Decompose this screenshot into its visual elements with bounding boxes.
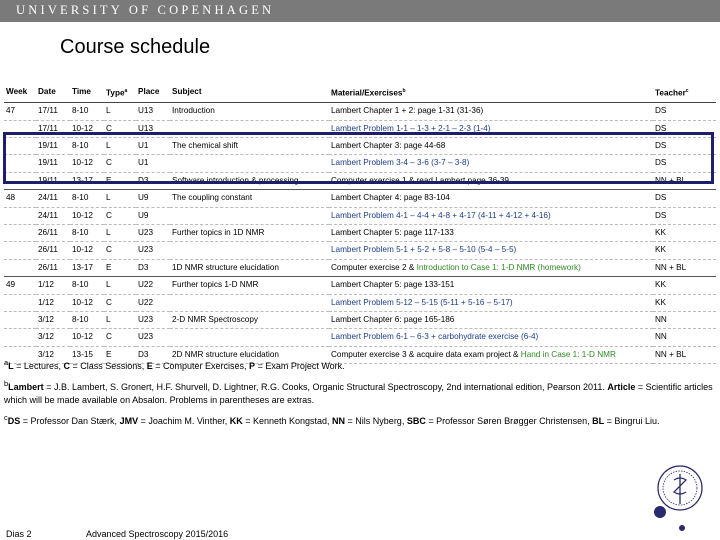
cell-subject: Software introduction & processing — [170, 172, 329, 189]
cell-week — [4, 329, 36, 346]
cell-week: 49 — [4, 277, 36, 294]
cell-time: 10-12 — [70, 329, 104, 346]
cell-time: 13-17 — [70, 259, 104, 276]
cell-subject — [170, 207, 329, 224]
cell-type: C — [104, 207, 136, 224]
cell-week — [4, 259, 36, 276]
cell-subject — [170, 294, 329, 311]
cell-teacher: DS — [653, 207, 716, 224]
cell-teacher: NN + BL — [653, 346, 716, 363]
university-banner — [0, 0, 720, 22]
col-time: Time — [70, 83, 104, 103]
cell-week: 47 — [4, 103, 36, 120]
cell-material: Lambert Problem 1-1 – 1-3 + 2-1 – 2-3 (1-4) — [329, 120, 653, 137]
cell-subject — [170, 329, 329, 346]
cell-type: L — [104, 312, 136, 329]
col-place: Place — [136, 83, 170, 103]
cell-time: 10-12 — [70, 120, 104, 137]
highlight-box — [3, 132, 714, 184]
cell-teacher: KK — [653, 242, 716, 259]
slide-number: Dias 2 — [6, 529, 32, 539]
cell-place: U23 — [136, 224, 170, 241]
cell-teacher: DS — [653, 103, 716, 120]
table-row — [4, 242, 716, 259]
cell-type: L — [104, 190, 136, 207]
cell-date: 17/11 — [36, 120, 70, 137]
cell-subject: Further topics in 1D NMR — [170, 224, 329, 241]
cell-type: C — [104, 329, 136, 346]
cell-type: E — [104, 172, 136, 189]
cell-date: 24/11 — [36, 190, 70, 207]
cell-teacher: NN — [653, 329, 716, 346]
table-row — [4, 312, 716, 329]
cell-place: U9 — [136, 207, 170, 224]
cell-material: Lambert Problem 4-1 – 4-4 + 4-8 + 4-17 (4-11 + 4-12 + 4-16) — [329, 207, 653, 224]
cell-week — [4, 207, 36, 224]
cell-subject: The chemical shift — [170, 137, 329, 154]
cell-teacher: DS — [653, 120, 716, 137]
cell-material: Lambert Chapter 4: page 83-104 — [329, 190, 653, 207]
university-seal-icon — [654, 462, 706, 540]
cell-place: U1 — [136, 155, 170, 172]
cell-type: C — [104, 120, 136, 137]
cell-date: 1/12 — [36, 294, 70, 311]
cell-time: 8-10 — [70, 137, 104, 154]
cell-place: D3 — [136, 346, 170, 363]
table-row — [4, 329, 716, 346]
cell-place: U23 — [136, 312, 170, 329]
cell-material: Lambert Chapter 5: page 133-151 — [329, 277, 653, 294]
table-row — [4, 277, 716, 294]
footnote-a: $^a$L = Lectures, C = Class Sessions, E = Computer Exercises, P = Exam Project Work. — [4, 358, 345, 371]
cell-material: Lambert Chapter 3: page 44-68 — [329, 137, 653, 154]
footnote-b: $^b$Lambert = J.B. Lambert, S. Gronert, H.F. Shurvell, D. Lightner, R.G. Cooks, Organic Structural Spectroscopy, 2nd international edition, Pearson 2011. Article = Scientific articles which will be made available on Absalon. Problems in parentheses are extras. — [4, 378, 713, 406]
footnotes — [4, 356, 716, 431]
cell-place: U13 — [136, 103, 170, 120]
cell-teacher: KK — [653, 294, 716, 311]
col-type: Type$^a$ — [104, 83, 136, 103]
cell-time: 10-12 — [70, 294, 104, 311]
cell-material: Computer exercise 2 & Introduction to Case 1: 1-D NMR (homework) — [329, 259, 653, 276]
cell-subject: Introduction — [170, 103, 329, 120]
cell-place: U22 — [136, 277, 170, 294]
cell-teacher: KK — [653, 277, 716, 294]
table-row — [4, 190, 716, 207]
cell-subject: 1D NMR structure elucidation — [170, 259, 329, 276]
cell-type: C — [104, 155, 136, 172]
table-header-row — [4, 83, 716, 103]
cell-place: U22 — [136, 294, 170, 311]
cell-subject: The coupling constant — [170, 190, 329, 207]
cell-type: L — [104, 224, 136, 241]
cell-subject: 2-D NMR Spectroscopy — [170, 312, 329, 329]
cell-date: 1/12 — [36, 277, 70, 294]
cell-date: 19/11 — [36, 155, 70, 172]
cell-date: 26/11 — [36, 259, 70, 276]
cell-date: 3/12 — [36, 312, 70, 329]
cell-material: Lambert Problem 3-4 – 3-6 (3-7 – 3-8) — [329, 155, 653, 172]
cell-subject: Further topics 1-D NMR — [170, 277, 329, 294]
cell-type: L — [104, 103, 136, 120]
cell-type: C — [104, 294, 136, 311]
cell-place: U23 — [136, 329, 170, 346]
cell-type: E — [104, 259, 136, 276]
col-subject: Subject — [170, 83, 329, 103]
cell-place: U9 — [136, 190, 170, 207]
cell-material: Lambert Chapter 5: page 117-133 — [329, 224, 653, 241]
cell-time: 8-10 — [70, 190, 104, 207]
table-row — [4, 259, 716, 276]
cell-time: 13-15 — [70, 346, 104, 363]
cell-material: Lambert Chapter 1 + 2: page 1-31 (31-36) — [329, 103, 653, 120]
footnote-c: $^c$DS = Professor Dan Stærk, JMV = Joachim M. Vinther, KK = Kenneth Kongstad, NN = Nils Nyberg, SBC = Professor Søren Brøgger Christensen, BL = Bingrui Liu. — [4, 412, 660, 426]
cell-date: 17/11 — [36, 103, 70, 120]
cell-subject: 2D NMR structure elucidation — [170, 346, 329, 363]
course-name: Advanced Spectroscopy 2015/2016 — [86, 529, 229, 539]
cell-date: 19/11 — [36, 137, 70, 154]
cell-place: U13 — [136, 120, 170, 137]
cell-teacher: DS — [653, 155, 716, 172]
cell-teacher: DS — [653, 137, 716, 154]
cell-week — [4, 224, 36, 241]
cell-place: D3 — [136, 259, 170, 276]
cell-week — [4, 294, 36, 311]
page-title: Course schedule — [60, 36, 211, 58]
table-row — [4, 207, 716, 224]
cell-material: Computer exercise 3 & acquire data exam project & Hand in Case 1: 1-D NMR — [329, 346, 653, 363]
col-teacher: Teacher$^c$ — [653, 83, 716, 103]
cell-material: Lambert Chapter 6: page 165-186 — [329, 312, 653, 329]
cell-date: 19/11 — [36, 172, 70, 189]
cell-type: L — [104, 137, 136, 154]
cell-time: 8-10 — [70, 312, 104, 329]
cell-material: Lambert Problem 5-12 – 5-15 (5-11 + 5-16 – 5-17) — [329, 294, 653, 311]
cell-teacher: NN + BL — [653, 259, 716, 276]
col-week: Week — [4, 83, 36, 103]
cell-time: 8-10 — [70, 103, 104, 120]
cell-teacher: KK — [653, 224, 716, 241]
cell-date: 3/12 — [36, 329, 70, 346]
cell-type: C — [104, 242, 136, 259]
cell-subject — [170, 242, 329, 259]
cell-material: Lambert Problem 5-1 + 5-2 + 5-8 – 5-10 (5-4 – 5-5) — [329, 242, 653, 259]
cell-date: 3/12 — [36, 346, 70, 363]
col-material: Material/Exercises$^b$ — [329, 83, 653, 103]
cell-type: E — [104, 346, 136, 363]
cell-teacher: DS — [653, 190, 716, 207]
cell-teacher: NN + BL — [653, 172, 716, 189]
schedule-table — [4, 83, 716, 364]
cell-teacher: NN — [653, 312, 716, 329]
cell-time: 13-17 — [70, 172, 104, 189]
table-row — [4, 294, 716, 311]
cell-time: 10-12 — [70, 207, 104, 224]
cell-time: 8-10 — [70, 277, 104, 294]
cell-date: 26/11 — [36, 224, 70, 241]
table-row — [4, 224, 716, 241]
cell-week: 48 — [4, 190, 36, 207]
cell-place: U1 — [136, 137, 170, 154]
cell-time: 10-12 — [70, 242, 104, 259]
cell-date: 24/11 — [36, 207, 70, 224]
cell-material: Computer exercise 1 & read Lambert page 36-39 — [329, 172, 653, 189]
cell-place: U23 — [136, 242, 170, 259]
col-date: Date — [36, 83, 70, 103]
cell-week — [4, 312, 36, 329]
cell-place: D3 — [136, 172, 170, 189]
cell-date: 26/11 — [36, 242, 70, 259]
cell-week — [4, 242, 36, 259]
table-row — [4, 103, 716, 120]
cell-time: 8-10 — [70, 224, 104, 241]
cell-material: Lambert Problem 6-1 – 6-3 + carbohydrate exercise (6-4) — [329, 329, 653, 346]
cell-type: L — [104, 277, 136, 294]
cell-time: 10-12 — [70, 155, 104, 172]
university-name: UNIVERSITY OF COPENHAGEN — [16, 3, 275, 17]
